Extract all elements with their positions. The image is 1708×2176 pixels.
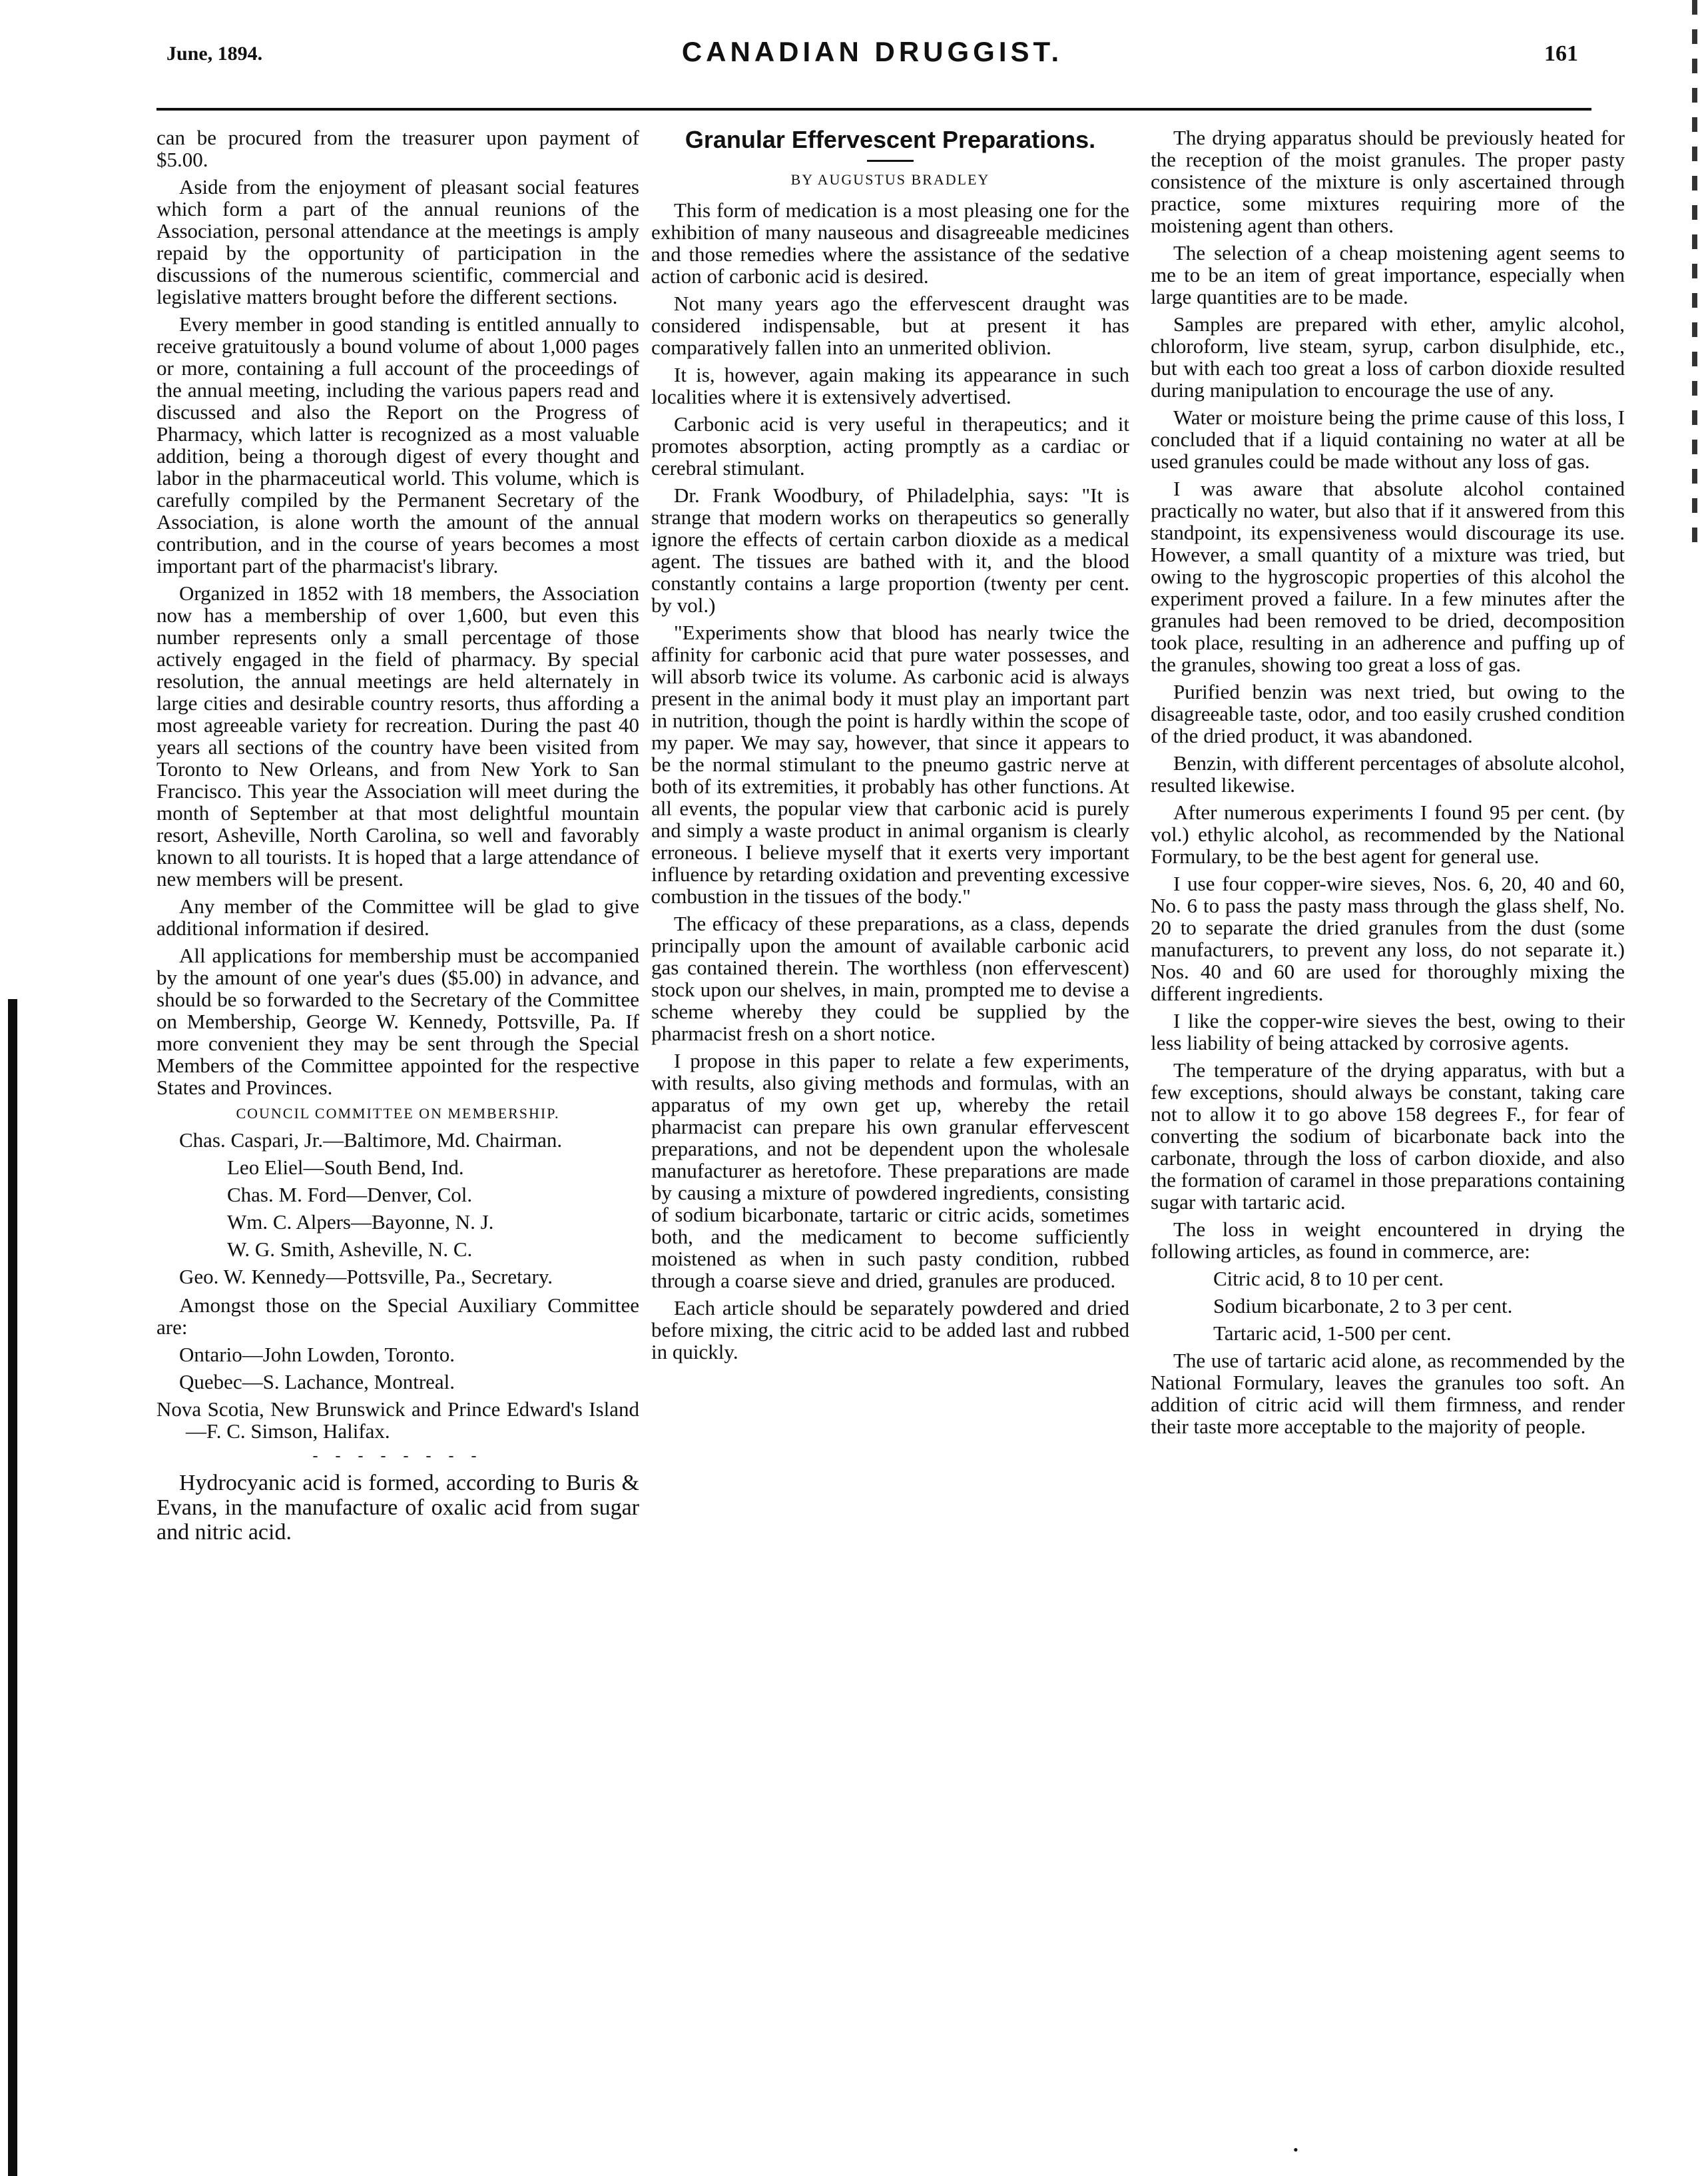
paragraph: Aside from the enjoyment of pleasant social features which form a part of the annual reunions of the Association, personal attendance at the meetings is amply repaid by the opportunity of participation in the discussions of the numerous scientific, commercial and legislative matters brought before the different sections. (156, 175, 639, 308)
paragraph: It is, however, again making its appearance in such localities where it is extensively advertised. (651, 363, 1129, 408)
scan-edge-marks (1692, 0, 1697, 546)
loss-item: Sodium bicarbonate, 2 to 3 per cent. (1213, 1294, 1513, 1317)
page-header (166, 32, 1578, 79)
auxiliary-member: Nova Scotia, New Brunswick and Prince Edward's Island—F. C. Simson, Halifax. (156, 1397, 639, 1443)
paragraph: Dr. Frank Woodbury, of Philadelphia, says: "It is strange that modern works on therapeutics so generally ignore the effects of certain carbon dioxide as a medical agent. The tissues are bathed with it, and the blood constantly contains a large proportion (twenty per cent. by vol.) (651, 484, 1129, 617)
paragraph: The temperature of the drying apparatus, with but a few exceptions, should always be constant, taking care not to allow it to go above 158 degrees F., for fear of converting the sodium of bicarbonate back into the carbonate, through the loss of carbon dioxide, and also the formation of caramel in those preparations containing sugar with tartaric acid. (1151, 1058, 1625, 1214)
paragraph: I use four copper-wire sieves, Nos. 6, 20, 40 and 60, No. 6 to pass the pasty mass through the glass shelf, No. 20 to separate the dried granules from the dust (some manufacturers, to prevent any loss, do not separate it.) Nos. 40 and 60 are used for thoroughly mixing the different ingredients. (1151, 872, 1625, 1005)
paragraph: Water or moisture being the prime cause of this loss, I concluded that if a liquid containing no water at all be used granules could be made without any loss of gas. (1151, 406, 1625, 473)
loss-item: Citric acid, 8 to 10 per cent. (1213, 1267, 1444, 1290)
paragraph: Purified benzin was next tried, but owing to the disagreeable taste, odor, and too easily crushed condition of the dried product, it was abandoned. (1151, 680, 1625, 747)
paragraph: The loss in weight encountered in drying the following articles, as found in commerce, are: (1151, 1218, 1625, 1263)
article-title: Granular Effervescent Preparations. (685, 126, 1096, 153)
paragraph: The selection of a cheap moistening agent seems to me to be an item of great importance, especially when large quantities are to be made. (1151, 241, 1625, 308)
paragraph: Any member of the Committee will be glad to give additional information if desired. (156, 895, 639, 940)
paragraph: Carbonic acid is very useful in therapeutics; and it promotes absorption, acting promptly as a cardiac or cerebral stimulant. (651, 412, 1129, 480)
section-separator: - - - - - - - - (312, 1447, 483, 1465)
committee-list (156, 1129, 639, 1287)
paragraph: The use of tartaric acid alone, as recommended by the National Formulary, leaves the granules too soft. An addition of citric acid will them firmness, and render their taste more acceptable to the majority of people. (1151, 1349, 1625, 1438)
auxiliary-member: Quebec—S. Lachance, Montreal. (179, 1370, 455, 1393)
paragraph: Not many years ago the effervescent draught was considered indispensable, but at present it has comparatively fallen into an unmerited oblivion. (651, 292, 1129, 359)
column-left (156, 127, 639, 1550)
committee-member: Chas. Caspari, Jr.—Baltimore, Md. Chairman. (179, 1128, 563, 1152)
column-middle (651, 127, 1129, 1368)
committee-heading: COUNCIL COMMITTEE ON MEMBERSHIP. (236, 1105, 560, 1122)
paragraph: The drying apparatus should be previously heated for the reception of the moist granules. The proper pasty consistence of the mixture is only ascertained through practice, some mixtures requiring more of the moistening agent than others. (1151, 126, 1625, 237)
paragraph: Organized in 1852 with 18 members, the Association now has a membership of over 1,600, but even this number represents only a small percentage of those actively engaged in the field of pharmacy. By special resolution, the annual meetings are held alternately in large cities and desirable country resorts, thus affording a most agreeable variety for recreation. During the past 40 years all sections of the country have been visited from Toronto to New Orleans, and from New York to San Francisco. This year the Association will meet during the month of September at that most delightful mountain resort, Asheville, North Carolina, so well and favorably known to all tourists. It is hoped that a large attendance of new members will be present. (156, 581, 639, 891)
loss-item: Tartaric acid, 1-500 per cent. (1213, 1321, 1452, 1345)
issue-date: June, 1894. (166, 43, 263, 65)
stray-mark: • (1293, 2141, 1298, 2158)
committee-member: Chas. M. Ford—Denver, Col. (227, 1183, 473, 1206)
paragraph: Every member in good standing is entitled annually to receive gratuitously a bound volume of about 1,000 pages or more, containing a full account of the proceedings of the annual meeting, including the various papers read and discussed and also the Report on the Progress of Pharmacy, which latter is recognized as a most valuable addition, being a thorough digest of every thought and labor in the pharmaceutical world. This volume, which is carefully compiled by the Permanent Secretary of the Association, is alone worth the amount of the annual contribution, and in the course of years becomes a most important part of the pharmacist's library. (156, 312, 639, 577)
paragraph: All applications for membership must be accompanied by the amount of one year's dues ($5.00) in advance, and should be so forwarded to the Secretary of the Committee on Membership, George W. Kennedy, Pottsville, Pa. If more convenient they may be sent through the Special Members of the Committee appointed for the respective States and Provinces. (156, 944, 639, 1099)
column-right (1151, 127, 1625, 1443)
committee-member: Wm. C. Alpers—Bayonne, N. J. (227, 1210, 494, 1234)
paragraph: After numerous experiments I found 95 per cent. (by vol.) ethylic alcohol, as recommended by the National Formulary, to be the best agent for general use. (1151, 801, 1625, 868)
committee-member: Leo Eliel—South Bend, Ind. (227, 1156, 464, 1179)
paragraph: This form of medication is a most pleasing one for the exhibition of many nauseous and disagreeable medicines and those remedies where the assistance of the sedative action of carbonic acid is desired. (651, 198, 1129, 288)
paragraph: Each article should be separately powdered and dried before mixing, the citric acid to be added last and rubbed in quickly. (651, 1296, 1129, 1363)
paragraph: I propose in this paper to relate a few experiments, with results, also giving methods and formulas, with an apparatus of my own get up, whereby the retail pharmacist can prepare his own granular effervescent preparations, and not be dependent upon the wholesale manufacturer as heretofore. These preparations are made by causing a mixture of powdered ingredients, consisting of sodium bicarbonate, tartaric or citric acids, sometimes both, and the medicament to become sufficiently moistened as when in such pasty condition, rubbed through a coarse sieve and dried, granules are produced. (651, 1049, 1129, 1292)
paragraph: Benzin, with different percentages of absolute alcohol, resulted likewise. (1151, 751, 1625, 797)
auxiliary-list (156, 1343, 639, 1442)
scan-margin-bar (8, 999, 17, 2176)
committee-member: Geo. W. Kennedy—Pottsville, Pa., Secretary. (179, 1265, 553, 1288)
committee-member: W. G. Smith, Asheville, N. C. (227, 1238, 473, 1261)
closing-note: Hydrocyanic acid is formed, according to Buris & Evans, in the manufacture of oxalic acid from sugar and nitric acid. (156, 1471, 639, 1545)
title-rule (867, 160, 914, 162)
loss-list (1151, 1268, 1625, 1344)
paragraph: The efficacy of these preparations, as a class, depends principally upon the amount of available carbonic acid gas contained therein. The worthless (non effervescent) stock upon our shelves, in main, prompted me to devise a scheme whereby they could be supplied by the pharmacist fresh on a short notice. (651, 912, 1129, 1045)
paragraph: can be procured from the treasurer upon payment of $5.00. (156, 126, 639, 171)
paragraph: I like the copper-wire sieves the best, owing to their less liability of being attacked by corrosive agents. (1151, 1009, 1625, 1054)
page-number: 161 (1544, 41, 1578, 66)
paragraph: Samples are prepared with ether, amylic alcohol, chloroform, live steam, syrup, carbon disulphide, etc., but with each too great a loss of carbon dioxide resulted during manipulation to encourage the use of any. (1151, 312, 1625, 402)
header-rule (156, 108, 1591, 111)
article-byline: BY AUGUSTUS BRADLEY (790, 171, 990, 188)
paragraph: "Experiments show that blood has nearly twice the affinity for carbonic acid that pure water possesses, and will absorb twice its volume. As carbonic acid is always present in the animal body it must play an important part in nutrition, though the point is hardly within the scope of my paper. We may say, however, that since it appears to be the normal stimulant to the pneumo gastric nerve at both of its extremities, it probably has other functions. At all events, the popular view that carbonic acid is purely and simply a waste product in animal organism is clearly erroneous. I believe myself that it exerts very important influence by retarding oxidation and preventing excessive combustion in the tissues of the body." (651, 621, 1129, 908)
auxiliary-intro: Amongst those on the Special Auxiliary Committee are: (156, 1293, 639, 1339)
journal-title: CANADIAN DRUGGIST. (681, 36, 1063, 67)
paragraph: I was aware that absolute alcohol contained practically no water, but also that if it answered from this standpoint, its expensiveness would discourage its use. However, a small quantity of a mixture was tried, but owing to the hygroscopic properties of this alcohol the experiment proved a failure. In a few minutes after the granules had been removed to be dried, decomposition took place, resulting in an adherence and puffing up of the granules, showing too great a loss of gas. (1151, 477, 1625, 676)
auxiliary-member: Ontario—John Lowden, Toronto. (179, 1343, 455, 1366)
